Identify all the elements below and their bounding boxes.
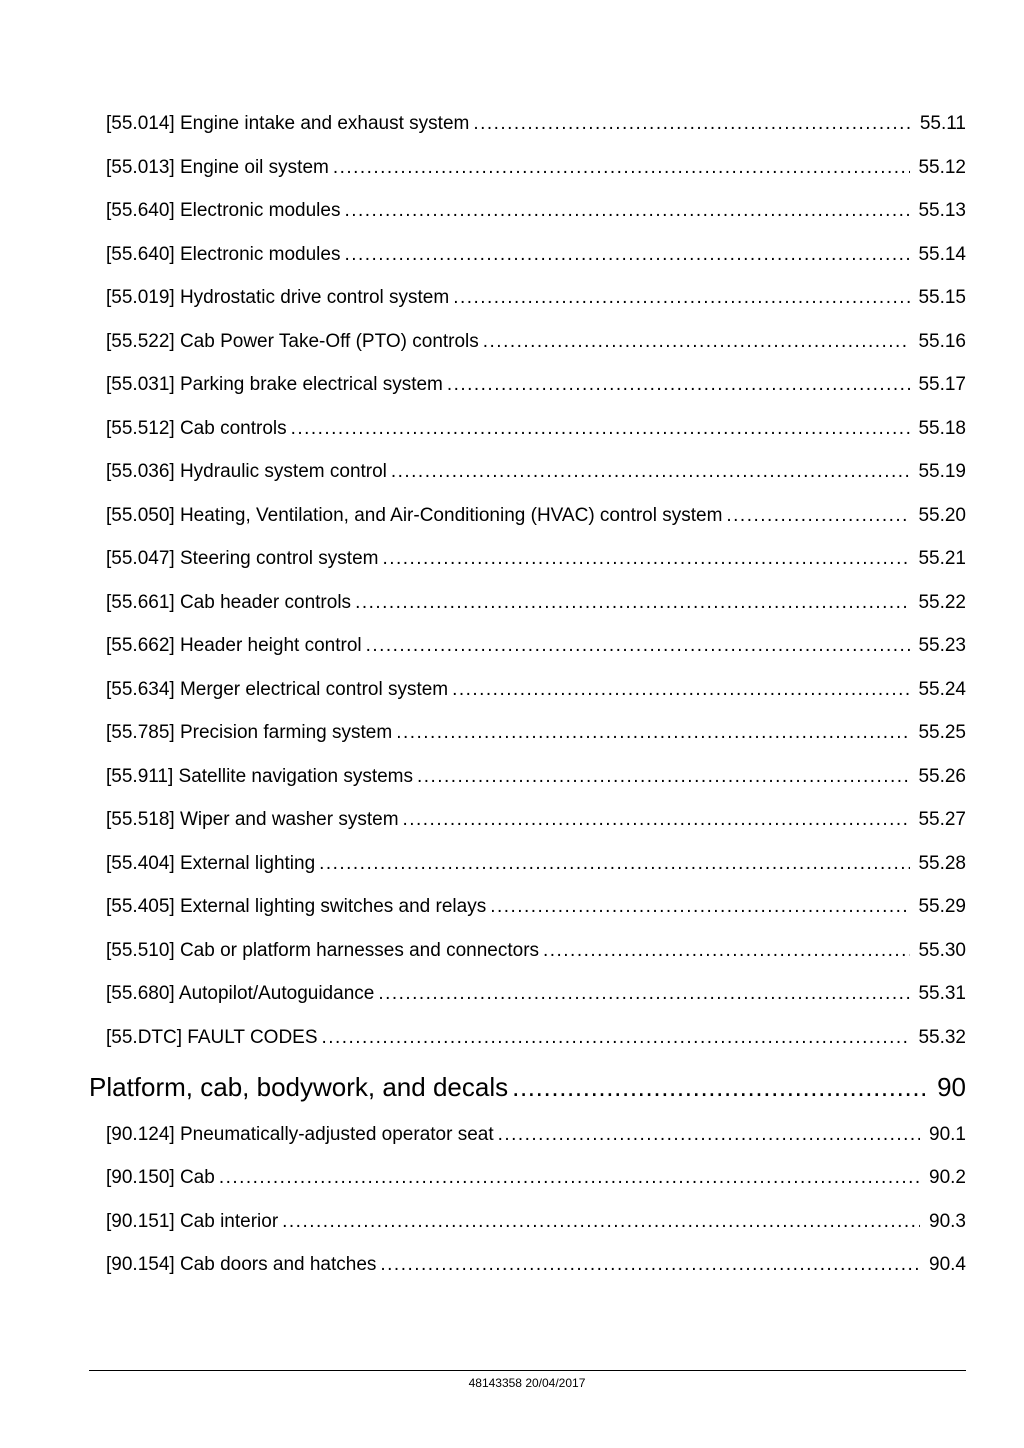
toc-entry-page: 55.22 xyxy=(918,591,966,613)
dot-leader xyxy=(490,885,910,929)
toc-entry-title: [55.640] Electronic modules xyxy=(106,200,341,221)
toc-entry-title: [55.050] Heating, Ventilation, and Air-Conditioning (HVAC) control system xyxy=(106,504,723,526)
toc-entry-title: [90.150] Cab xyxy=(106,1167,215,1188)
toc-entry-title: [55.680] Autopilot/Autoguidance xyxy=(106,983,375,1004)
toc-entry[interactable] xyxy=(106,798,966,842)
footer-doc-id: 48143358 20/04/2017 xyxy=(468,1376,586,1390)
toc-entry-title: [55.911] Satellite navigation systems xyxy=(106,765,413,787)
toc-entry[interactable] xyxy=(106,581,966,625)
toc-entry-title: [55.512] Cab controls xyxy=(106,417,287,439)
dot-leader xyxy=(380,1243,920,1287)
dot-leader xyxy=(344,233,910,277)
dot-leader xyxy=(417,755,910,799)
toc-entry-page: 55.17 xyxy=(918,374,966,395)
dot-leader xyxy=(322,1016,910,1060)
dot-leader xyxy=(726,494,910,538)
toc-entry[interactable] xyxy=(106,189,966,233)
dot-leader xyxy=(498,1113,920,1157)
toc-entry[interactable] xyxy=(106,885,966,929)
dot-leader xyxy=(391,450,910,494)
dot-leader xyxy=(512,1063,930,1111)
toc-entry[interactable] xyxy=(106,363,966,407)
dot-leader xyxy=(366,624,910,668)
dot-leader xyxy=(382,537,910,581)
toc-entry[interactable] xyxy=(106,494,966,538)
toc-entry-page: 55.25 xyxy=(918,722,966,743)
toc-entry-page: 55.16 xyxy=(918,330,966,352)
toc-entry-page: 55.15 xyxy=(918,287,966,308)
dot-leader xyxy=(355,581,910,625)
toc-entry-page: 55.27 xyxy=(918,809,966,830)
toc-entry-title: [55.036] Hydraulic system control xyxy=(106,461,387,482)
toc-entry[interactable] xyxy=(106,624,966,668)
toc-entry[interactable] xyxy=(106,755,966,799)
toc-entry-page: 90.1 xyxy=(929,1123,966,1145)
toc-entry-title: [55.019] Hydrostatic drive control system xyxy=(106,287,450,308)
toc-entry[interactable] xyxy=(106,146,966,190)
toc-entry-title: [55.031] Parking brake electrical system xyxy=(106,374,443,395)
dot-leader xyxy=(447,363,910,407)
dot-leader xyxy=(403,798,910,842)
toc-entry-title: [90.154] Cab doors and hatches xyxy=(106,1254,377,1275)
toc-entry-page: 55.21 xyxy=(918,548,966,569)
toc-entry-title: [55.518] Wiper and washer system xyxy=(106,809,399,830)
toc-entry-page: 55.24 xyxy=(918,678,966,700)
toc-entry-title: [55.DTC] FAULT CODES xyxy=(106,1026,318,1048)
toc-entry-title: [55.661] Cab header controls xyxy=(106,591,352,613)
toc-entry-page: 55.20 xyxy=(918,504,966,526)
toc-entry-title: [55.405] External lighting switches and relays xyxy=(106,896,487,917)
section-title: Platform, cab, bodywork, and decals xyxy=(89,1072,509,1102)
toc-entry-page: 55.31 xyxy=(918,983,966,1004)
toc-entry[interactable] xyxy=(106,233,966,277)
toc-entry-title: [55.047] Steering control system xyxy=(106,548,379,569)
toc-entry[interactable] xyxy=(106,537,966,581)
toc-entry-page: 90.4 xyxy=(929,1254,966,1275)
toc-entry-title: [55.014] Engine intake and exhaust system xyxy=(106,113,470,134)
dot-leader xyxy=(291,407,910,451)
toc-entry-title: [55.404] External lighting xyxy=(106,852,316,874)
dot-leader xyxy=(378,972,910,1016)
toc-entry-title: [90.151] Cab interior xyxy=(106,1210,279,1232)
dot-leader xyxy=(333,146,910,190)
toc-entry[interactable] xyxy=(106,102,966,146)
toc-entry-page: 55.26 xyxy=(918,765,966,787)
toc-entry[interactable] xyxy=(106,711,966,755)
footer-divider xyxy=(89,1370,966,1371)
toc-entry[interactable] xyxy=(106,1243,966,1287)
toc-entry-title: [55.640] Electronic modules xyxy=(106,243,341,265)
dot-leader xyxy=(473,102,910,146)
toc-entry[interactable] xyxy=(106,276,966,320)
toc-entry[interactable] xyxy=(106,929,966,973)
toc-entry-page: 55.11 xyxy=(919,113,966,134)
dot-leader xyxy=(453,276,910,320)
toc-entry[interactable] xyxy=(106,1016,966,1060)
dot-leader xyxy=(543,929,910,973)
toc-entry-title: [90.124] Pneumatically-adjusted operator seat xyxy=(106,1123,494,1145)
toc-entry-title: [55.785] Precision farming system xyxy=(106,722,393,743)
toc-entry[interactable] xyxy=(106,668,966,712)
toc-entry-page: 55.12 xyxy=(918,156,966,178)
toc-entry-page: 55.28 xyxy=(918,852,966,874)
toc-entry[interactable] xyxy=(106,407,966,451)
toc-entry-page: 55.30 xyxy=(918,939,966,961)
toc-entry[interactable] xyxy=(106,1200,966,1244)
toc-entry[interactable] xyxy=(106,1156,966,1200)
toc-entry-page: 55.19 xyxy=(918,461,966,482)
section-page: 90 xyxy=(937,1072,966,1102)
toc-entry[interactable] xyxy=(106,320,966,364)
dot-leader xyxy=(452,668,910,712)
dot-leader xyxy=(219,1156,920,1200)
toc-section-heading[interactable] xyxy=(89,1063,966,1111)
dot-leader xyxy=(396,711,910,755)
toc-entry-page: 55.14 xyxy=(918,243,966,265)
toc-entry[interactable] xyxy=(106,450,966,494)
toc-entry-page: 55.13 xyxy=(918,200,966,221)
toc-entry-title: [55.522] Cab Power Take-Off (PTO) controls xyxy=(106,330,479,352)
toc-entry-title: [55.634] Merger electrical control system xyxy=(106,678,449,700)
toc-entry-title: [55.013] Engine oil system xyxy=(106,156,329,178)
dot-leader xyxy=(282,1200,920,1244)
dot-leader xyxy=(319,842,910,886)
toc-entry[interactable] xyxy=(106,972,966,1016)
dot-leader xyxy=(344,189,910,233)
toc-entry-page: 55.23 xyxy=(918,635,966,656)
toc-entry-page: 90.3 xyxy=(929,1210,966,1232)
toc-entry-page: 55.18 xyxy=(918,417,966,439)
toc-entry-title: [55.510] Cab or platform harnesses and connectors xyxy=(106,939,540,961)
toc-entry[interactable] xyxy=(106,842,966,886)
toc-entry[interactable] xyxy=(106,1113,966,1157)
toc-entry-title: [55.662] Header height control xyxy=(106,635,362,656)
toc-entry-page: 90.2 xyxy=(929,1167,966,1188)
toc-entry-page: 55.32 xyxy=(918,1026,966,1048)
toc-entry-page: 55.29 xyxy=(918,896,966,917)
dot-leader xyxy=(483,320,910,364)
